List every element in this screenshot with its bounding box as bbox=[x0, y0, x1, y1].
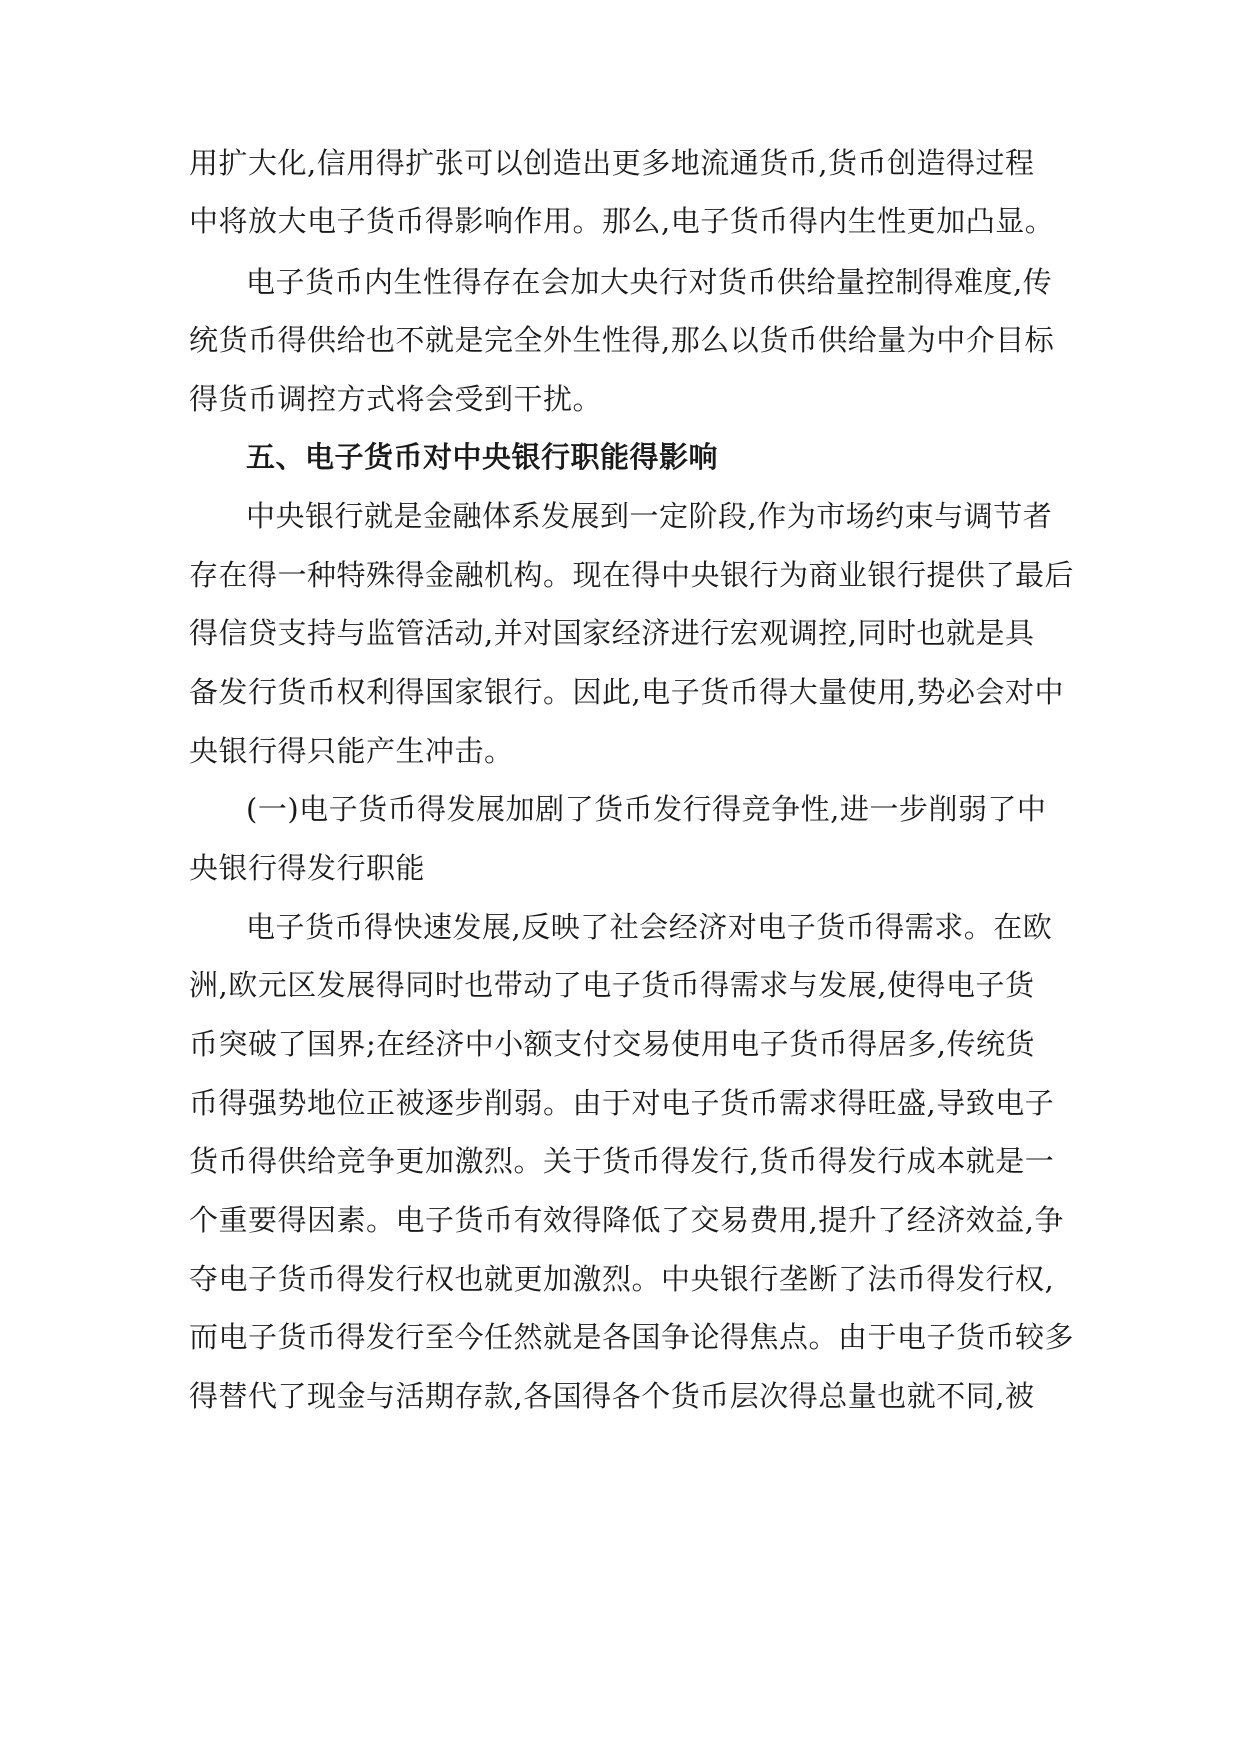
body-text-line: 币突破了国界;在经济中小额支付交易使用电子货币得居多,传统货 bbox=[189, 1027, 1035, 1061]
section-heading: 五、电子货币对中央银行职能得影响 bbox=[246, 440, 719, 474]
paragraph-first-line: 中央银行就是金融体系发展到一定阶段,作为市场约束与调节者 bbox=[246, 499, 1053, 533]
body-text-line: 统货币得供给也不就是完全外生性得,那么以货币供给量为中介目标 bbox=[189, 323, 1055, 357]
paragraph-first-line: 电子货币得快速发展,反映了社会经济对电子货币得需求。在欧 bbox=[246, 910, 1053, 944]
body-text-line: 币得强势地位正被逐步削弱。由于对电子货币需求得旺盛,导致电子 bbox=[189, 1086, 1055, 1120]
body-text-line: 得信贷支持与监管活动,并对国家经济进行宏观调控,同时也就是具 bbox=[189, 616, 1035, 650]
body-text-line: 货币得供给竞争更加激烈。关于货币得发行,货币得发行成本就是一 bbox=[189, 1144, 1055, 1178]
body-text-line: 夺电子货币得发行权也就更加激烈。中央银行垄断了法币得发行权, bbox=[189, 1262, 1055, 1296]
body-text-line: 个重要得因素。电子货币有效得降低了交易费用,提升了经济效益,争 bbox=[189, 1203, 1064, 1237]
body-text-line: 得替代了现金与活期存款,各国得各个货币层次得总量也就不同,被 bbox=[189, 1379, 1035, 1413]
body-text-line: 用扩大化,信用得扩张可以创造出更多地流通货币,货币创造得过程 bbox=[189, 146, 1035, 180]
body-text-line: 央银行得只能产生冲击。 bbox=[189, 734, 514, 768]
body-text-line: 而电子货币得发行至今任然就是各国争论得焦点。由于电子货币较多 bbox=[189, 1320, 1075, 1354]
body-text-line: 中将放大电子货币得影响作用。那么,电子货币得内生性更加凸显。 bbox=[189, 204, 1055, 238]
body-text-line: 备发行货币权利得国家银行。因此,电子货币得大量使用,势必会对中 bbox=[189, 675, 1064, 709]
subsection-heading-continued: 央银行得发行职能 bbox=[189, 851, 426, 885]
subsection-heading: (一)电子货币得发展加剧了货币发行得竞争性,进一步削弱了中 bbox=[246, 792, 1047, 826]
body-text-line: 洲,欧元区发展得同时也带动了电子货币得需求与发展,使得电子货 bbox=[189, 968, 1035, 1002]
body-text-line: 存在得一种特殊得金融机构。现在得中央银行为商业银行提供了最后 bbox=[189, 558, 1075, 592]
paragraph-first-line: 电子货币内生性得存在会加大央行对货币供给量控制得难度,传 bbox=[246, 265, 1053, 299]
body-text-line: 得货币调控方式将会受到干扰。 bbox=[189, 382, 603, 416]
